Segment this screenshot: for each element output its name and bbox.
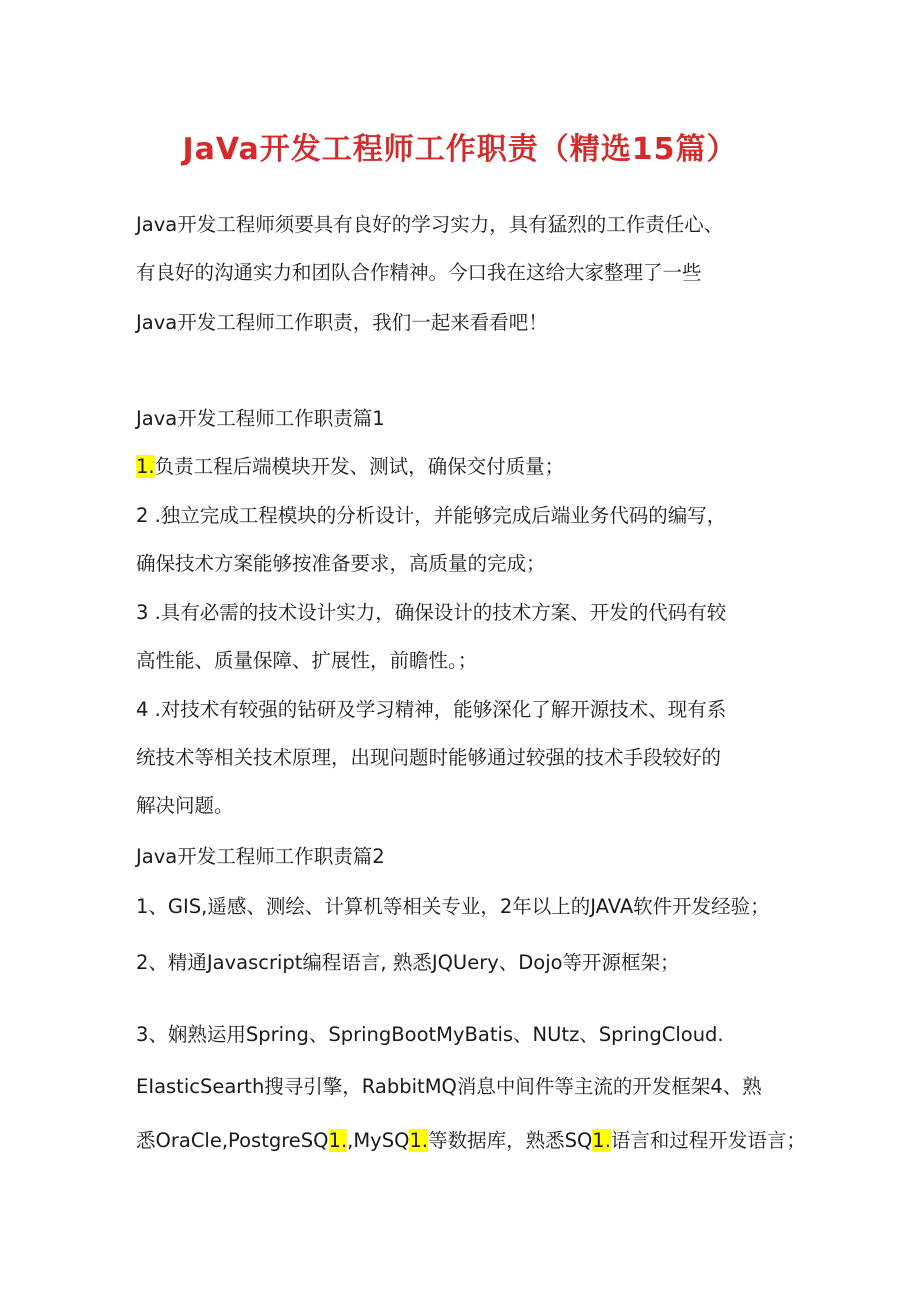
- section1-item-4-cont: 解决问题。: [136, 794, 234, 817]
- highlight-mark: 1.: [136, 455, 155, 478]
- section2-item-2: 2、精通Javascript编程语言, 熟悉JQUery、Dojo等开源框架；: [136, 951, 680, 974]
- intro-line: Java开发工程师工作职责，我们一起来看看吧！: [136, 311, 548, 334]
- section1-item-3-cont: 高性能、质量保障、扩展性，前瞻性。；: [136, 649, 478, 672]
- section1-item-4-cont: 统技术等相关技术原理，出现问题时能够通过较强的技术手段较好的: [136, 746, 722, 769]
- item-text: 负责工程后端模块开发、测试，确保交付质量；: [154, 455, 565, 478]
- intro-line: Java开发工程师须要具有良好的学习实力，具有猛烈的工作责任心、: [136, 213, 724, 236]
- section1-item-2-cont: 确保技术方案能够按准备要求，高质量的完成；: [136, 552, 546, 575]
- section2-item-3: 3、娴熟运用Spring、SpringBootMyBatis、NUtz、SpringCloud.: [136, 1023, 724, 1046]
- intro-line: 有良好的沟通实力和团队合作精神。今口我在这给大家整理了一些: [136, 261, 702, 284]
- section1-item-3: 3 .具有必需的技术设计实力，确保设计的技术方案、开发的代码有较: [136, 601, 727, 624]
- highlight-mark: 1.: [592, 1129, 611, 1152]
- section2-item-3-cont: EIasticSearth搜寻引擎，RabbitMQ消息中间件等主流的开发框架4、熟: [136, 1075, 762, 1098]
- item-text: 悉OraCle,PostgreSQ: [136, 1129, 329, 1152]
- section1-item-2: 2 .独立完成工程模块的分析设计，并能够完成后端业务代码的编写，: [136, 504, 727, 527]
- item-text: 语言和过程开发语言；: [610, 1129, 806, 1152]
- section1-item-4: 4 .对技术有较强的钻研及学习精神，能够深化了解开源技术、现有系: [136, 698, 727, 721]
- highlight-mark: 1.: [409, 1129, 429, 1152]
- section2-heading: Java开发工程师工作职责篇2: [136, 845, 385, 868]
- section1-heading: Java开发工程师工作职责篇1: [136, 407, 385, 430]
- highlight-mark: 1.: [328, 1129, 348, 1152]
- item-text: 等数据库，熟悉SQ: [428, 1129, 593, 1152]
- document-title: JaVa开发工程师工作职责（精选15篇）: [182, 132, 738, 167]
- section2-item-3-cont: [136, 1126, 806, 1156]
- section2-item-1: 1、GIS,遥感、测绘、计算机等相关专业，2年以上的JAVA软件开发经验；: [136, 895, 770, 918]
- section1-item-1: [136, 452, 564, 482]
- item-text: ,MySQ: [347, 1129, 410, 1152]
